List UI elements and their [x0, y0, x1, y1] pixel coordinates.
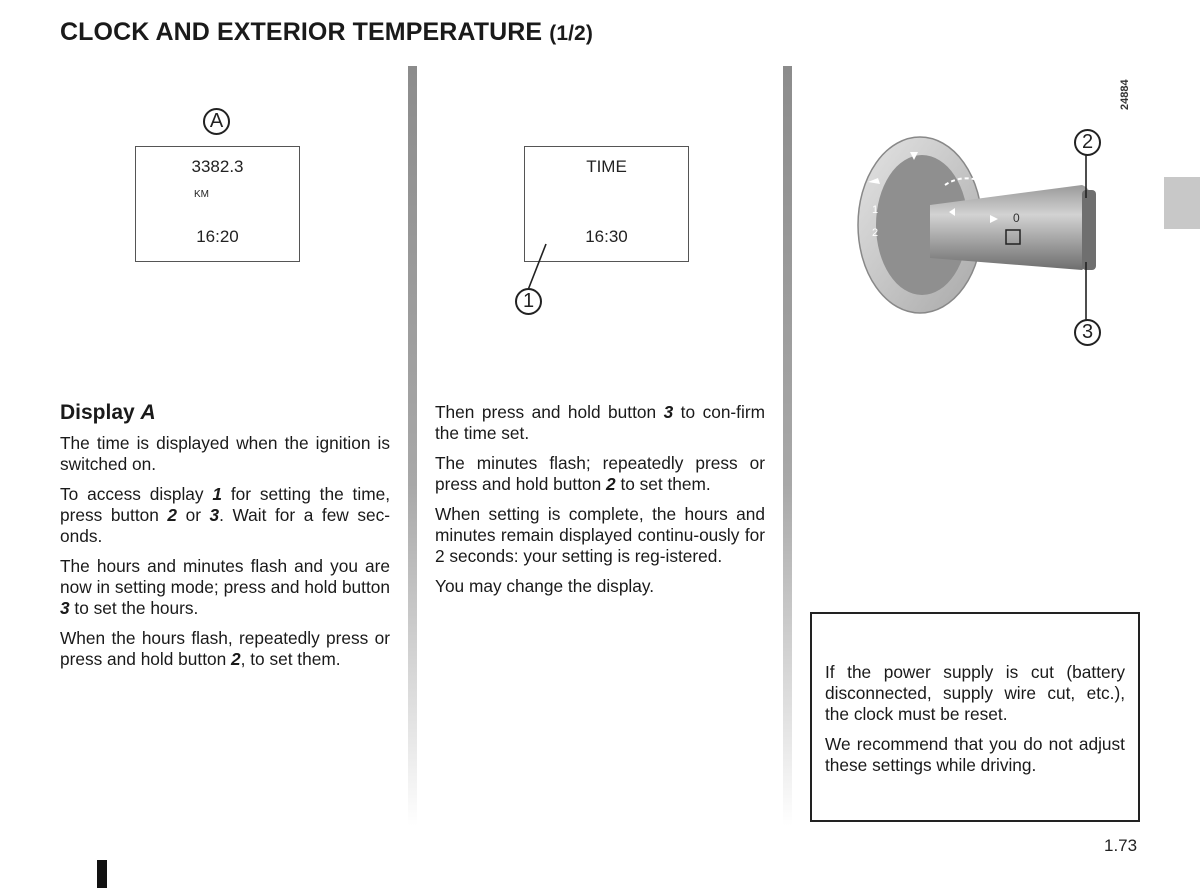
- display-a-screen: [135, 146, 300, 262]
- display-a-time: 16:20: [196, 227, 239, 246]
- note-paragraph: If the power supply is cut (battery disconnected, supply wire cut, etc.), the clock must be reset.: [825, 662, 1125, 724]
- figure-reference: 24884: [1119, 79, 1131, 110]
- section-tab: [1164, 177, 1200, 229]
- paragraph: The hours and minutes flash and you are now in setting mode; press and hold button 3 to set the hours.: [60, 556, 390, 618]
- paragraph: Then press and hold button 3 to con-firm the time set.: [435, 402, 765, 443]
- paragraph: The minutes flash; repeatedly press or press and hold button 2 to set them.: [435, 453, 765, 494]
- paragraph: When setting is complete, the hours and minutes remain displayed continu-ously for 2 seconds: your setting is reg-istered.: [435, 504, 765, 566]
- column-2: [435, 402, 765, 606]
- column-1: [60, 402, 390, 679]
- display-a-label: A: [203, 108, 230, 135]
- title-suffix: (1/2): [549, 22, 593, 45]
- display-1-time: 16:30: [585, 227, 628, 246]
- paragraph: The time is displayed when the ignition is switched on.: [60, 433, 390, 474]
- page-title: [60, 18, 593, 47]
- wiper-stalk-illustration: [850, 130, 1110, 330]
- stalk-mark-2: 2: [872, 227, 879, 239]
- paragraph: When the hours flash, repeatedly press or press and hold button 2, to set them.: [60, 628, 390, 669]
- stalk-mark-1: 1: [872, 204, 879, 216]
- section-heading: Display A: [60, 401, 156, 424]
- odometer-value: 3382.3: [191, 157, 244, 176]
- callout-3: 3: [1074, 319, 1101, 346]
- title-text: CLOCK AND EXTERIOR TEMPERATURE: [60, 18, 543, 46]
- callout-2: 2: [1074, 129, 1101, 156]
- callout-1: 1: [515, 288, 542, 315]
- note-paragraph: We recommend that you do not adjust these settings while driving.: [825, 734, 1125, 775]
- crop-mark: [97, 860, 107, 888]
- note-box: [810, 612, 1140, 822]
- page-number: 1.73: [1104, 836, 1138, 855]
- paragraph: You may change the display.: [435, 576, 655, 596]
- column-divider-left: [408, 66, 417, 826]
- display-1-mode: TIME: [586, 157, 627, 176]
- paragraph: To access display 1 for setting the time, press button 2 or 3. Wait for a few sec-onds.: [60, 484, 391, 546]
- stalk-mark-0: 0: [1013, 211, 1020, 225]
- column-divider-right: [783, 66, 792, 826]
- odometer-unit: KM: [194, 189, 209, 200]
